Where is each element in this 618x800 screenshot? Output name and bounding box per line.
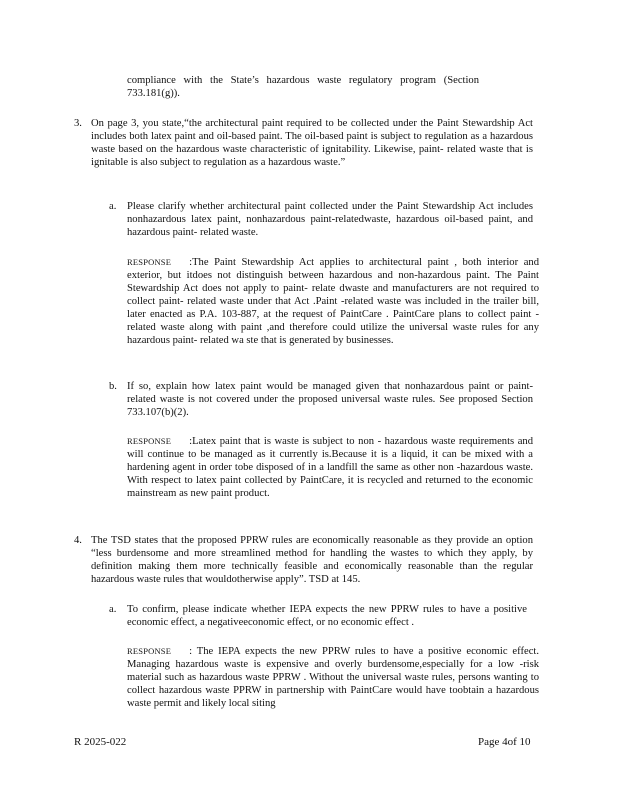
footer-docket-number: R 2025-022 (74, 736, 127, 748)
question-3b-text: If so, explain how latex paint would be managed given that nonhazardous paint or paint- related waste is not covered under the proposed universal waste rules. See proposed Section 733.107(b)(2). (127, 381, 533, 418)
response-3a (127, 256, 539, 347)
response-3b-text: :Latex paint that is waste is subject to non - hazardous waste requirements and will continue to be managed as it currently is.Because it is a liquid, it can be mixed with a hardening agent in order tobe disposed of in a landfill the same as other non -hazardous waste. With respect to latex paint collected by PaintCare, it is recycled and returned to the economic mainstream as new paint product. (127, 436, 533, 499)
question-3a-text: Please clarify whether architectural paint collected under the Paint Stewardship Act includes nonhazardous latex paint, nonhazardous paint-relatedwaste, hazardous oil-based paint, and hazardous paint- related waste. (127, 201, 533, 238)
response-3a-text: :The Paint Stewardship Act applies to architectural paint , both interior and exterior, but itdoes not distinguish between hazardous and non-hazardous paint. The Paint Stewardship Act does not apply to paint- relate dwaste and manufacturers are not required to collect paint- related waste under that Act .Paint -related waste was included in the trailer bill, later enacted as P.A. 103-887, at the request of PaintCare . PaintCare plans to collect paint -related waste along with paint ,and therefore could utilize the universal waste rules for any hazardous paint- related wa ste that is generated by businesses. (127, 257, 539, 346)
response-4a (127, 645, 539, 710)
question-3a-letter: a. (109, 201, 117, 212)
response-label: RESPONSE (127, 646, 172, 656)
question-3b-letter: b. (109, 381, 117, 392)
response-3b (127, 435, 533, 500)
question-3-text: On page 3, you state,“the architectural paint required to be collected under the Paint Stewardship Act includes both latex paint and oil-based paint. The oil-based paint is subject to regulation as a hazardous waste based on the hazardous waste characteristic of ignitability. Likewise, paint- related waste that is ignitable is also subject to regulation as a hazardous waste.” (91, 118, 533, 168)
continuation-paragraph: compliance with the State’s hazardous waste regulatory program (Section 733.181(g)). (127, 75, 479, 99)
question-4a-letter: a. (109, 604, 117, 615)
response-4a-text: : The IEPA expects the new PPRW rules to have a positive economic effect. Managing hazardous waste is expensive and overly burdensome,especially for a low -risk material such as hazardous waste PPRW . Without the universal waste rules, persons wanting to collect hazardous waste PPRW in partnership with PaintCare would have toobtain a hazardous waste permit and likely local siting (127, 646, 539, 709)
response-label: RESPONSE (127, 257, 172, 267)
question-3-number: 3. (74, 118, 82, 129)
question-4-number: 4. (74, 535, 82, 546)
question-4a-text: To confirm, please indicate whether IEPA expects the new PPRW rules to have a positive economic effect, a negativeeconomic effect, or no economic effect . (127, 604, 527, 628)
footer-page-number: Page 4of 10 (478, 736, 531, 748)
response-label: RESPONSE (127, 436, 172, 446)
question-4-text: The TSD states that the proposed PPRW rules are economically reasonable as they provide an option “less burdensome and more streamlined method for handling the wastes to which they apply, by definition making them more technically feasible and economically reasonable than the regular hazardous waste rules that wouldotherwise apply”. TSD at 145. (91, 535, 533, 585)
